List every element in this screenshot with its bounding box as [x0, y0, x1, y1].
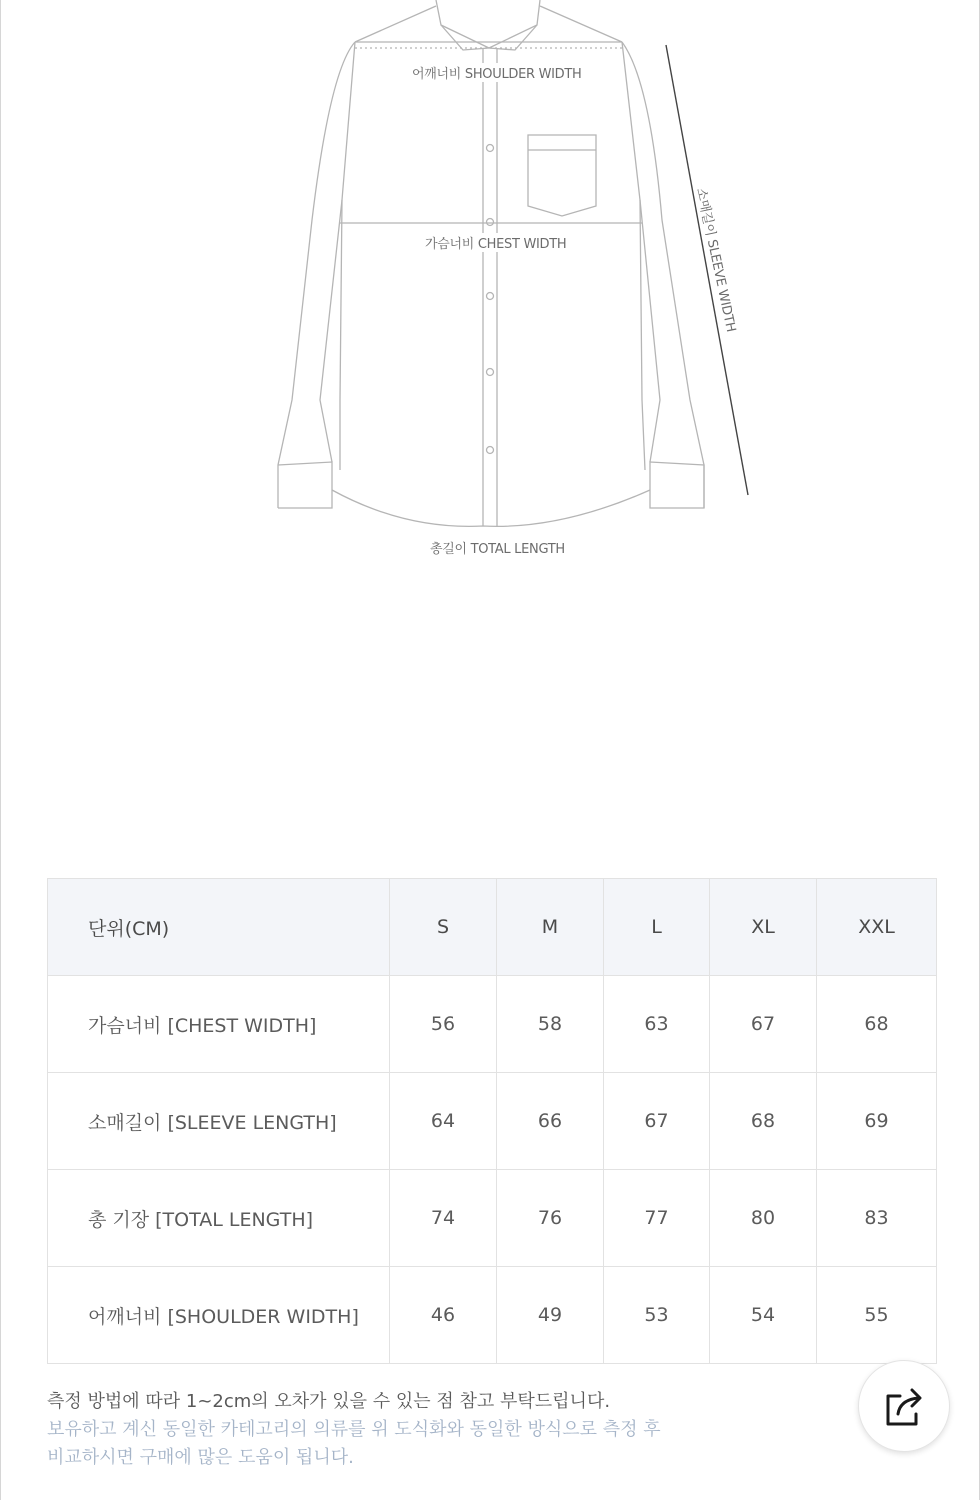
note-line-1: 측정 방법에 따라 1~2cm의 오차가 있을 수 있는 점 참고 부탁드립니다.: [47, 1391, 611, 1412]
table-cell: 53: [604, 1267, 710, 1364]
table-cell: 64: [390, 1073, 497, 1170]
measurement-notes: [47, 1388, 661, 1472]
table-cell: 67: [604, 1073, 710, 1170]
table-cell: 69: [817, 1073, 937, 1170]
table-row-total-length: [48, 1170, 937, 1267]
size-header-m: M: [497, 879, 604, 976]
table-cell: 77: [604, 1170, 710, 1267]
table-cell: 76: [497, 1170, 604, 1267]
unit-header: 단위(CM): [48, 879, 390, 976]
share-button[interactable]: [858, 1360, 950, 1452]
shoulder-width-label: 어깨너비 SHOULDER WIDTH: [410, 63, 584, 82]
size-chart-table: [47, 878, 937, 1364]
table-cell: 83: [817, 1170, 937, 1267]
table-row-shoulder: [48, 1267, 937, 1364]
table-cell: 68: [817, 976, 937, 1073]
table-cell: 58: [497, 976, 604, 1073]
size-header-l: L: [604, 879, 710, 976]
table-cell: 56: [390, 976, 497, 1073]
row-label: 총 기장 [TOTAL LENGTH]: [48, 1170, 390, 1267]
table-cell: 49: [497, 1267, 604, 1364]
share-icon: [880, 1384, 928, 1428]
table-cell: 67: [710, 976, 817, 1073]
size-header-xxl: XXL: [817, 879, 937, 976]
total-length-label: 총길이 TOTAL LENGTH: [428, 538, 567, 557]
row-label: 어깨너비 [SHOULDER WIDTH]: [48, 1267, 390, 1364]
table-cell: 68: [710, 1073, 817, 1170]
size-header-xl: XL: [710, 879, 817, 976]
table-header-row: [48, 879, 937, 976]
row-label: 소매길이 [SLEEVE LENGTH]: [48, 1073, 390, 1170]
table-cell: 63: [604, 976, 710, 1073]
table-cell: 46: [390, 1267, 497, 1364]
table-cell: 54: [710, 1267, 817, 1364]
table-cell: 55: [817, 1267, 937, 1364]
shirt-illustration: [0, 0, 980, 600]
table-cell: 80: [710, 1170, 817, 1267]
table-cell: 74: [390, 1170, 497, 1267]
row-label: 가슴너비 [CHEST WIDTH]: [48, 976, 390, 1073]
sleeve-width-label: 소매길이 SLEEVE WIDTH: [692, 186, 739, 334]
shirt-measurement-diagram: [0, 0, 980, 600]
table-cell: 66: [497, 1073, 604, 1170]
table-row-chest: [48, 976, 937, 1073]
size-header-s: S: [390, 879, 497, 976]
table-row-sleeve: [48, 1073, 937, 1170]
note-line-3: 비교하시면 구매에 많은 도움이 됩니다.: [47, 1447, 354, 1468]
chest-width-label: 가슴너비 CHEST WIDTH: [423, 233, 568, 252]
note-line-2: 보유하고 계신 동일한 카테고리의 의류를 위 도식화와 동일한 방식으로 측정 후: [47, 1419, 661, 1440]
